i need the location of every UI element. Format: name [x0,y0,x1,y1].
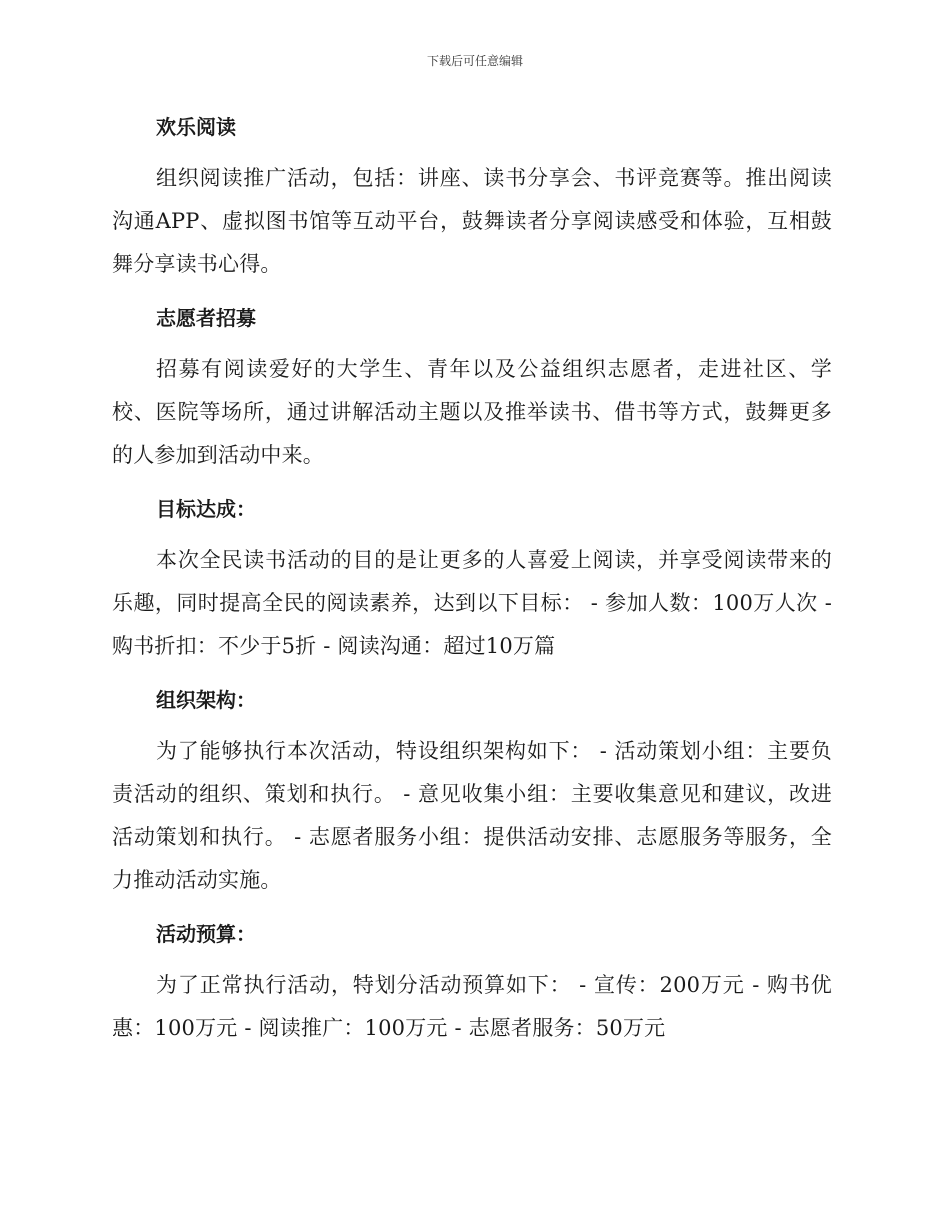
section-heading: 目标达成： [156,497,256,521]
section-goals [112,489,832,668]
section-heading: 志愿者招募 [156,306,256,330]
section-volunteer-recruitment [112,298,832,477]
section-heading: 欢乐阅读 [156,115,236,139]
section-budget [112,914,832,1050]
section-paragraph: 招募有阅读爱好的大学生、青年以及公益组织志愿者，走进社区、学校、医院等场所，通过讲解活动主题以及推举读书、借书等方式，鼓舞更多的人参加到活动中来。 [112,357,832,467]
document-body [112,107,832,1062]
section-heading: 组织架构： [156,688,256,712]
section-heading: 活动预算： [156,922,256,946]
section-paragraph: 为了能够执行本次活动，特设组织架构如下： - 活动策划小组：主要负责活动的组织、策划和执行。 - 意见收集小组：主要收集意见和建议，改进活动策划和执行。 - 志愿者服务小组：提供活动安排、志愿服务等服务，全力推动活动实施。 [112,739,832,892]
section-organization [112,680,832,902]
section-paragraph: 组织阅读推广活动，包括：讲座、读书分享会、书评竞赛等。推出阅读沟通APP、虚拟图书馆等互动平台，鼓舞读者分享阅读感受和体验，互相鼓舞分享读书心得。 [112,166,832,276]
page-header-note: 下载后可任意编辑 [426,54,523,68]
section-paragraph: 为了正常执行活动，特划分活动预算如下： - 宣传：200万元 - 购书优惠：100万元 - 阅读推广：100万元 - 志愿者服务：50万元 [112,973,832,1040]
section-paragraph: 本次全民读书活动的目的是让更多的人喜爱上阅读，并享受阅读带来的乐趣，同时提高全民的阅读素养，达到以下目标： - 参加人数：100万人次 - 购书折扣：不少于5折 - 阅读沟通：超过10万篇 [112,548,832,658]
section-happy-reading [112,107,832,286]
